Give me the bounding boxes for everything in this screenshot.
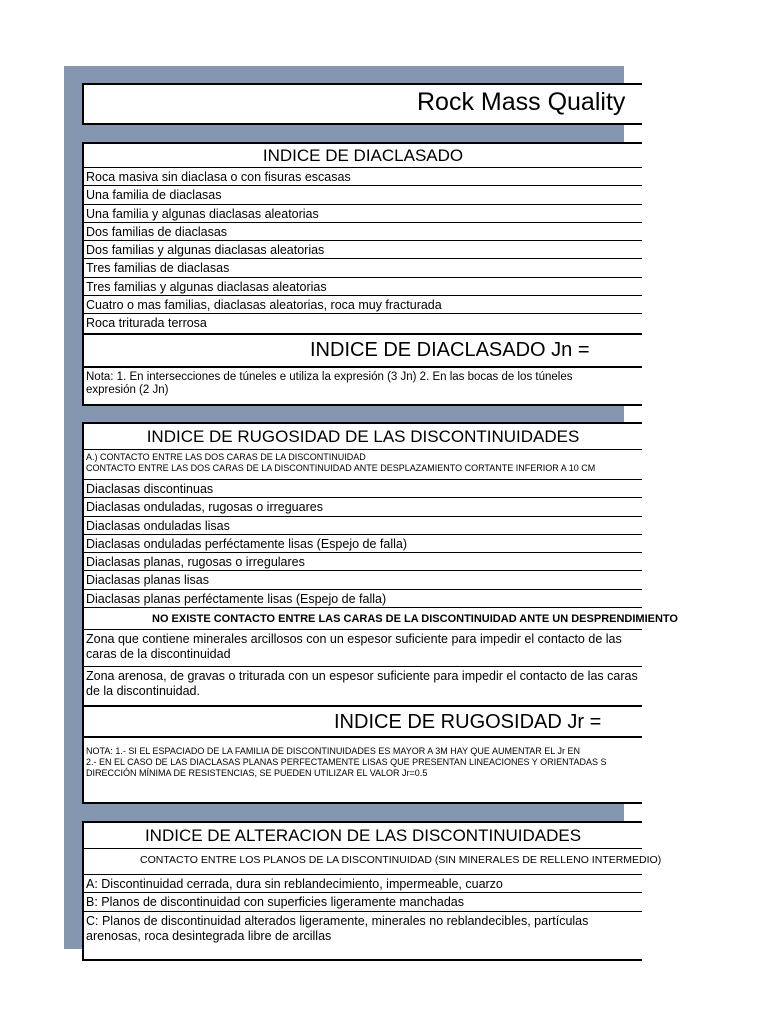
ja-header: INDICE DE ALTERACION DE LAS DISCONTINUIDADES [84,823,642,849]
jn-note-line1: Nota: 1. En intersecciones de túneles e utiliza la expresión (3 Jn) 2. En las bocas de los túneles [86,370,573,383]
jn-row: Tres familias y algunas diaclasas aleatorias [84,278,642,296]
title-box [82,83,642,125]
jn-note [84,368,642,397]
jn-row: Roca triturada terrosa [86,316,207,331]
jr-row: Diaclasas planas perféctamente lisas (Espejo de falla) [84,590,642,608]
jn-row: Tres familias de diaclasas [84,259,642,277]
jn-row: Dos familias de diaclasas [84,223,642,241]
jn-row: Una familia de diaclasas [84,186,642,204]
jn-index-label: INDICE DE DIACLASADO Jn = [84,333,642,368]
jr-row: Diaclasas planas, rugosas o irregulares [84,553,642,571]
jr-note-line3: DIRECCIÓN MÍNIMA DE RESISTENCIAS, SE PUEDEN UTILIZAR EL VALOR Jr=0.5 [86,768,428,779]
page-title: Rock Mass Quality [417,88,626,116]
jr-note-line1: NOTA: 1.- SI EL ESPACIADO DE LA FAMILIA DE DISCONTINUIDADES ES MAYOR A 3M HAY QUE AUMENTAR EL Jr EN [86,746,580,757]
jr-note-line2: 2.- EN EL CASO DE LAS DIACLASAS PLANAS PERFECTAMENTE LISAS QUE PRESENTAN LINEACIONES Y ORIENTADAS S [86,757,607,768]
jn-section [82,142,642,406]
ja-row: A: Discontinuidad cerrada, dura sin reblandecimiento, impermeable, cuarzo [84,875,642,893]
jr-row: Diaclasas onduladas lisas [84,517,642,535]
jr-section [82,422,678,804]
jr-note [84,738,642,781]
sheet-frame [64,66,678,949]
jn-row: Dos familias y algunas diaclasas aleatorias [84,241,642,259]
jn-note-line2: expresión (2 Jn) [86,383,169,396]
ja-row-tall: C: Planos de discontinuidad alterados ligeramente, minerales no reblandecibles, partículas arenosas, roca desintegrada libre de arcillas [86,914,589,944]
ja-subheader: CONTACTO ENTRE LOS PLANOS DE LA DISCONTINUIDAD (SIN MINERALES DE RELLENO INTERMEDIO) [84,849,642,875]
jn-row: Roca masiva sin diaclasa o con fisuras escasas [84,168,642,186]
jr-row: Diaclasas discontinuas [84,480,642,498]
jn-header: INDICE DE DIACLASADO [84,144,642,168]
jn-row: Cuatro o mas familias, diaclasas aleatorias, roca muy fracturada [84,296,642,314]
ja-row: B: Planos de discontinuidad con superficies ligeramente manchadas [84,893,642,912]
jr-sub2: CONTACTO ENTRE LAS DOS CARAS DE LA DISCONTINUIDAD ANTE DESPLAZAMIENTO CORTANTE INFERIOR A 10 CM [86,463,596,473]
jr-row: Diaclasas planas lisas [84,571,642,589]
jr-row-tall: Zona que contiene minerales arcillosos con un espesor suficiente para impedir el contacto de las caras de la discontinuidad [84,630,642,667]
jr-row: Diaclasas onduladas, rugosas o irreguares [84,498,642,516]
jr-row-tall: Zona arenosa, de gravas o triturada con un espesor suficiente para impedir el contacto de las caras de la discontinuidad. [86,669,638,699]
jn-rows [84,168,642,333]
jr-row: Diaclasas onduladas perféctamente lisas (Espejo de falla) [84,535,642,553]
jn-row: Una familia y algunas diaclasas aleatorias [84,205,642,223]
jr-sub1: A.) CONTACTO ENTRE LAS DOS CARAS DE LA DISCONTINUIDAD [86,452,366,462]
jr-subheader [84,450,642,480]
jr-index-label: INDICE DE RUGOSIDAD Jr = [84,705,642,738]
ja-section [82,821,662,961]
jr-no-contact-header: NO EXISTE CONTACTO ENTRE LAS CARAS DE LA DISCONTINUIDAD ANTE UN DESPRENDIMIENTO [84,608,642,630]
jr-header: INDICE DE RUGOSIDAD DE LAS DISCONTINUIDADES [84,424,642,450]
